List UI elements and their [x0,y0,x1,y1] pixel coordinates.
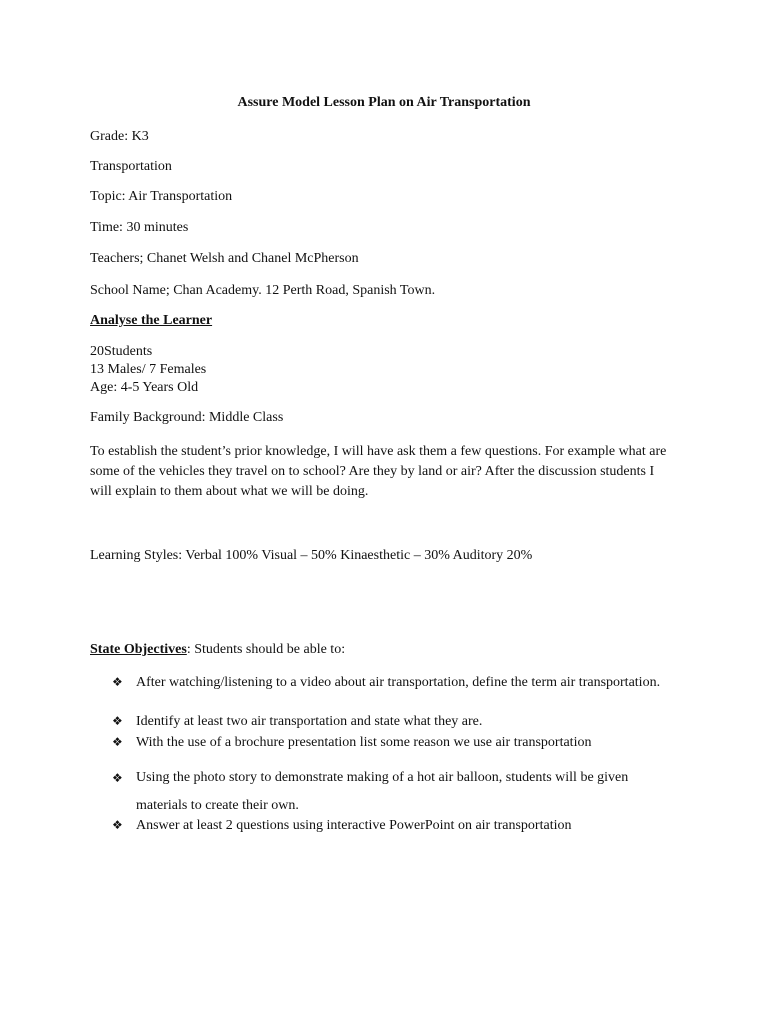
objective-text: Answer at least 2 questions using interactive PowerPoint on air transportation [136,818,572,833]
age-range: Age: 4-5 Years Old [90,380,199,395]
topic-line: Topic: Air Transportation [90,189,233,204]
objectives-line [90,641,345,659]
school-line: School Name; Chan Academy. 12 Perth Road, Spanish Town. [90,283,436,298]
objective-text: After watching/listening to a video about air transportation, define the term air transportation. [136,675,661,690]
objective-text: Identify at least two air transportation and state what they are. [136,714,483,729]
diamond-bullet-icon: ❖ [112,675,123,689]
objective-text: Using the photo story to demonstrate making of a hot air balloon, students will be given materials to create their own. [136,770,629,813]
learning-styles: Learning Styles: Verbal 100% Visual – 50% Kinaesthetic – 30% Auditory 20% [90,548,533,563]
analyse-learner-heading: Analyse the Learner [90,313,213,328]
students-count: 20Students [90,344,153,359]
prior-knowledge-paragraph: To establish the student’s prior knowledge, I will have ask them a few questions. For example what are some of the vehicles they travel on to school? Are they by land or air? After the discussion students I will explain to them about what we will be doing. [90,444,667,499]
time-line: Time: 30 minutes [90,220,189,235]
objectives-intro: : Students should be able to: [186,642,346,657]
objectives-heading: State Objectives [90,642,187,657]
diamond-bullet-icon: ❖ [112,771,123,785]
document-title: Assure Model Lesson Plan on Air Transportation [237,95,531,110]
diamond-bullet-icon: ❖ [112,818,123,832]
diamond-bullet-icon: ❖ [112,735,123,749]
objective-text: With the use of a brochure presentation list some reason we use air transportation [136,735,592,750]
diamond-bullet-icon: ❖ [112,714,123,728]
family-background: Family Background: Middle Class [90,410,284,425]
gender-breakdown: 13 Males/ 7 Females [90,362,207,377]
teachers-line: Teachers; Chanet Welsh and Chanel McPherson [90,251,359,266]
unit-line: Transportation [90,159,172,174]
grade-line: Grade: K3 [90,129,149,144]
